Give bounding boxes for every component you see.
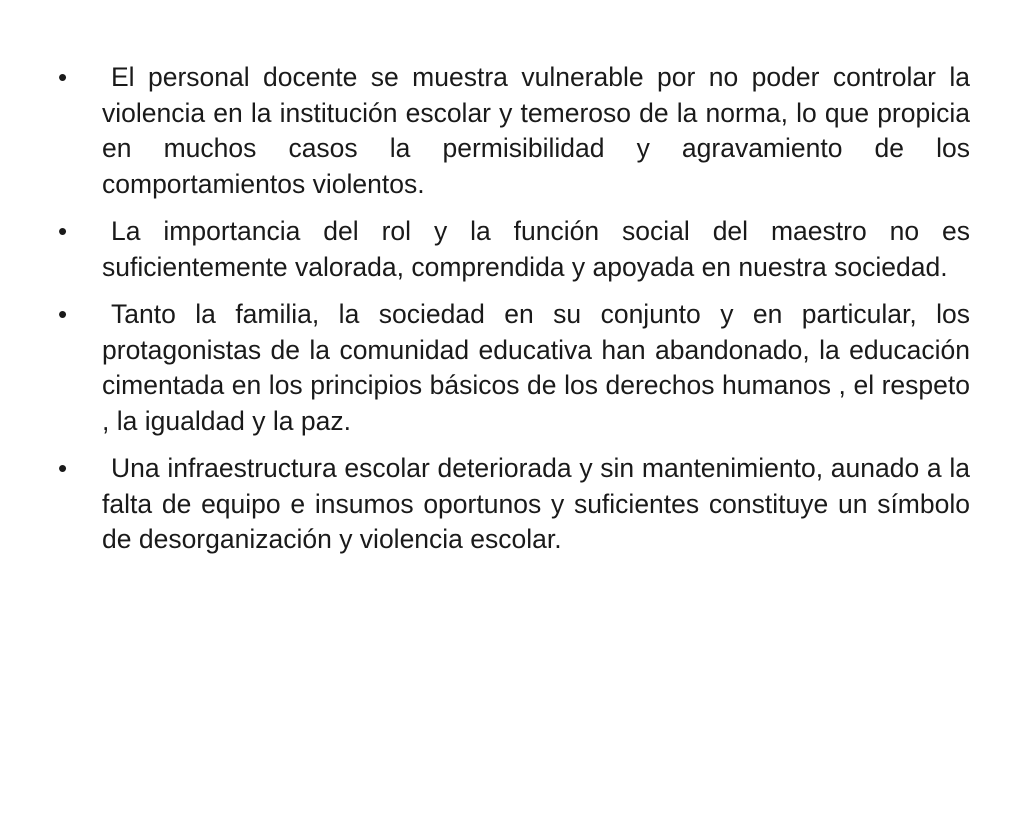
bullet-item-4 [58,451,970,558]
bullet-marker: • [58,216,68,246]
bullet-marker: • [58,299,68,329]
bullet-text: Una infraestructura escolar deteriorada y sin mantenimiento, aunado a la falta de equipo e insumos oportunos y suficientes constituye un símbolo de desorganización y violencia escolar. [102,453,970,554]
bullet-item-2 [58,214,970,285]
bullet-text: Tanto la familia, la sociedad en su conjunto y en particular, los protagonistas de la comunidad educativa han abandonado, la educación cimentada en los principios básicos de los derechos humanos , el respeto , la igualdad y la paz. [102,299,970,436]
bullet-marker: • [58,62,68,92]
bullet-item-3 [58,297,970,439]
bullet-item-1 [58,60,970,202]
bullet-text: El personal docente se muestra vulnerable por no poder controlar la violencia en la institución escolar y temeroso de la norma, lo que propicia en muchos casos la permisibilidad y agravamiento de los comportamientos violentos. [102,62,970,199]
bullet-text: La importancia del rol y la función social del maestro no es suficientemente valorada, comprendida y apoyada en nuestra sociedad. [102,216,970,282]
bullet-marker: • [58,453,68,483]
bullet-list [58,60,970,570]
